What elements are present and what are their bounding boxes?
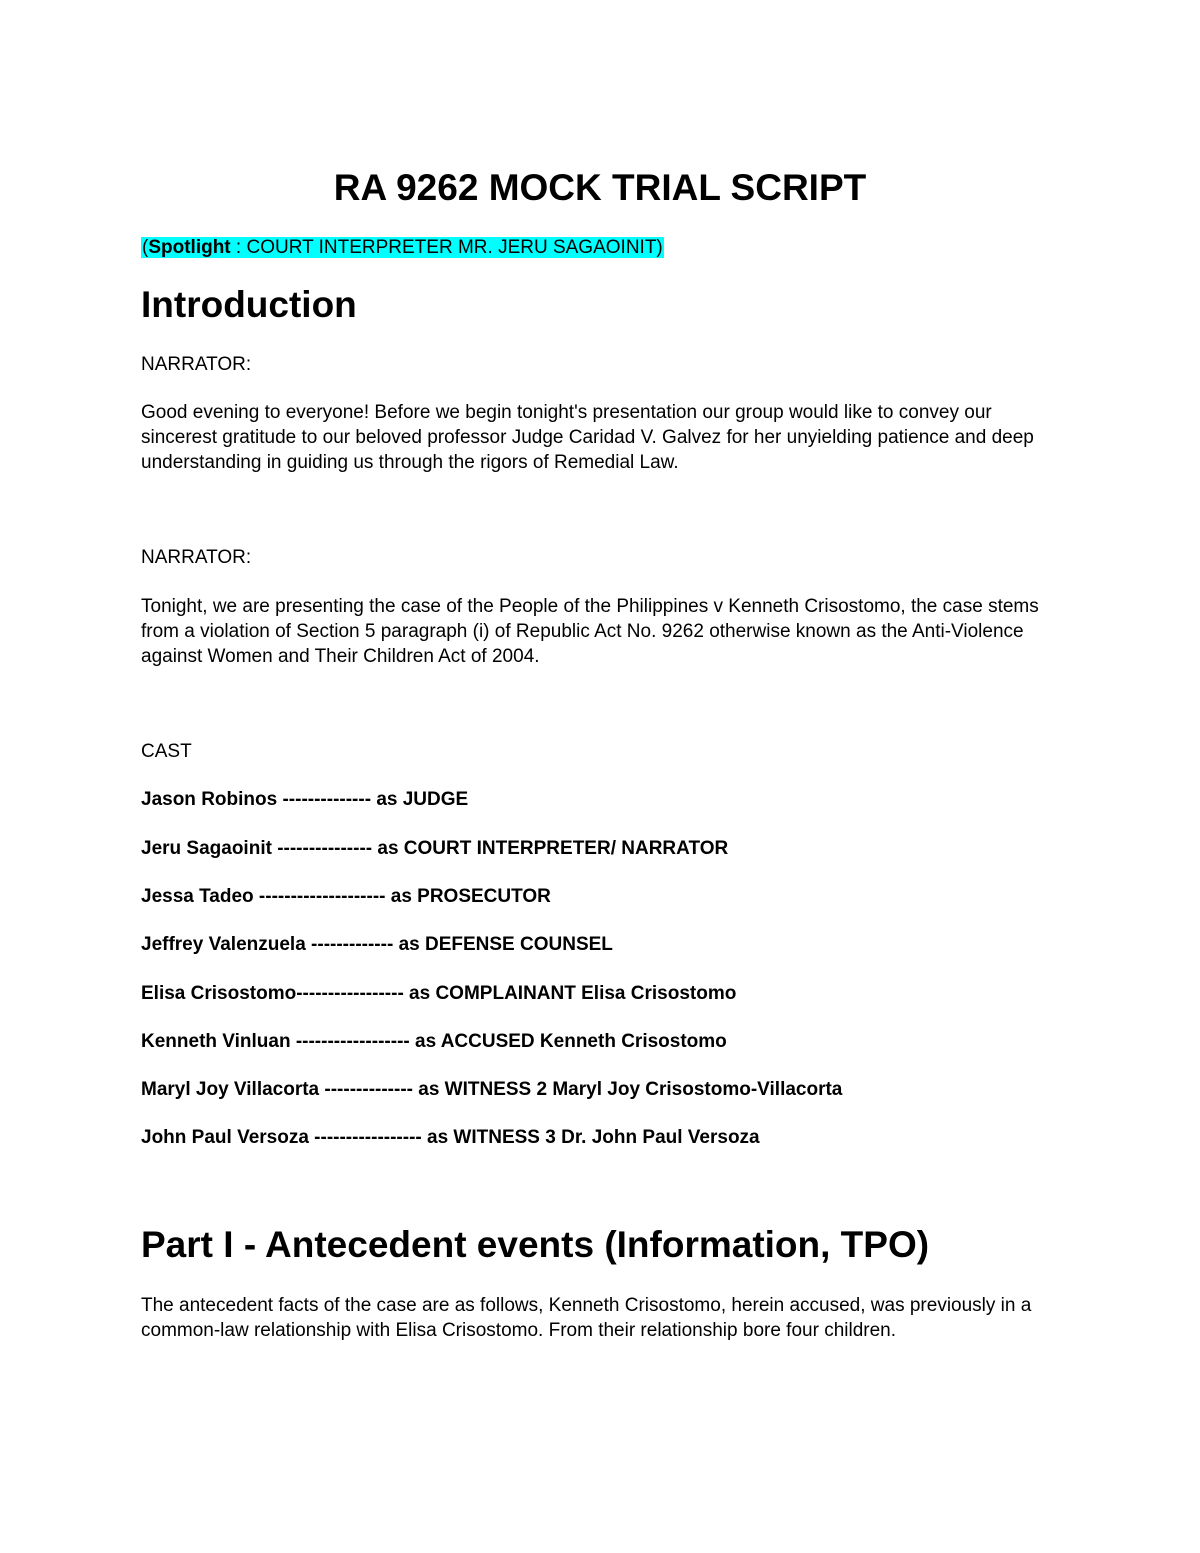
cast-label: CAST xyxy=(141,741,192,762)
spotlight-note xyxy=(141,236,664,260)
document-title: RA 9262 MOCK TRIAL SCRIPT xyxy=(333,167,867,208)
narrator-paragraph-1: Good evening to everyone! Before we begin tonight's presentation our group would like to convey our sincerest gratitude to our beloved professor Judge Caridad V. Galvez for her unyielding patience and deep understanding in guiding us through the rigors of Remedial Law. xyxy=(141,402,1034,473)
spotlight-text: : COURT INTERPRETER MR. JERU SAGAOINIT) xyxy=(230,237,663,258)
cast-member: Kenneth Vinluan ------------------ as ACCUSED Kenneth Crisostomo xyxy=(141,1031,727,1052)
cast-member: Jason Robinos -------------- as JUDGE xyxy=(141,789,469,810)
cast-member: Maryl Joy Villacorta -------------- as WITNESS 2 Maryl Joy Crisostomo-Villacorta xyxy=(141,1079,843,1100)
cast-member: Jeru Sagaoinit --------------- as COURT INTERPRETER/ NARRATOR xyxy=(141,838,729,859)
part-1-paragraph: The antecedent facts of the case are as follows, Kenneth Crisostomo, herein accused, was previously in a common-law relationship with Elisa Crisostomo. From their relationship bore four children. xyxy=(141,1295,1032,1341)
narrator-label-1: NARRATOR: xyxy=(141,354,252,375)
spotlight-label: Spotlight xyxy=(148,237,231,258)
part-1-heading: Part I - Antecedent events (Information, TPO) xyxy=(141,1224,930,1265)
cast-member: Jessa Tadeo -------------------- as PROSECUTOR xyxy=(141,886,551,907)
cast-member: John Paul Versoza ----------------- as WITNESS 3 Dr. John Paul Versoza xyxy=(141,1127,760,1148)
cast-member: Jeffrey Valenzuela ------------- as DEFENSE COUNSEL xyxy=(141,934,613,955)
spotlight-open-paren: ( xyxy=(142,237,149,258)
narrator-label-2: NARRATOR: xyxy=(141,547,252,568)
introduction-heading: Introduction xyxy=(141,284,357,325)
narrator-paragraph-2: Tonight, we are presenting the case of the People of the Philippines v Kenneth Crisostomo, the case stems from a violation of Section 5 paragraph (i) of Republic Act No. 9262 otherwise known as the Anti-Violence against Women and Their Children Act of 2004. xyxy=(141,596,1039,667)
cast-member: Elisa Crisostomo----------------- as COMPLAINANT Elisa Crisostomo xyxy=(141,983,737,1004)
spotlight-highlight xyxy=(141,237,664,258)
